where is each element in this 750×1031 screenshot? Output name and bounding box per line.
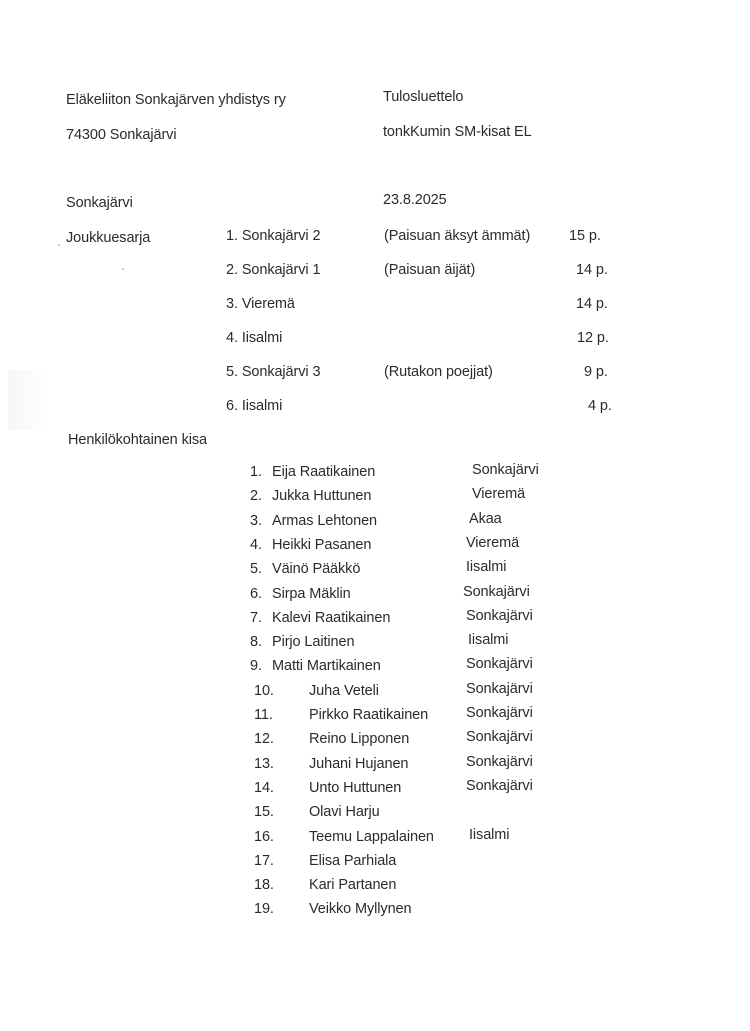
competitor-name: Teemu Lappalainen xyxy=(309,829,434,845)
competitor-name: Kari Partanen xyxy=(309,877,397,893)
rank-number: 8. xyxy=(250,634,262,650)
competitor-name: Unto Huttunen xyxy=(309,780,402,796)
competitor-club: Akaa xyxy=(469,511,502,527)
competitor-club: Vieremä xyxy=(466,535,520,551)
competitor-name: Matti Martikainen xyxy=(272,658,381,674)
team-nickname: (Paisuan äijät) xyxy=(384,262,476,278)
competitor-club: Iisalmi xyxy=(468,632,509,648)
rank-number: 7. xyxy=(250,610,262,626)
rank-number: 13. xyxy=(254,756,274,772)
rank-number: 4. xyxy=(250,537,262,553)
event-place: Sonkajärvi xyxy=(66,195,133,211)
competitor-club: Sonkajärvi xyxy=(466,705,533,721)
rank-number: 1. xyxy=(250,464,262,480)
team-name: 1. Sonkajärvi 2 xyxy=(226,228,321,244)
competitor-name: Armas Lehtonen xyxy=(272,513,377,529)
competitor-club: Sonkajärvi xyxy=(466,656,533,672)
competitor-name: Eija Raatikainen xyxy=(272,464,376,480)
competitor-name: Pirkko Raatikainen xyxy=(309,707,429,723)
rank-number: 9. xyxy=(250,658,262,674)
rank-number: 2. xyxy=(250,488,262,504)
rank-number: 10. xyxy=(254,683,274,699)
rank-number: 5. xyxy=(250,561,262,577)
document-title: Tulosluettelo xyxy=(383,89,464,105)
competitor-name: Jukka Huttunen xyxy=(272,488,372,504)
competitor-club: Sonkajärvi xyxy=(466,754,533,770)
competitor-name: Kalevi Raatikainen xyxy=(272,610,391,626)
event-date: 23.8.2025 xyxy=(383,192,447,208)
individual-heading: Henkilökohtainen kisa xyxy=(68,432,207,448)
rank-number: 15. xyxy=(254,804,274,820)
team-name: 5. Sonkajärvi 3 xyxy=(226,364,321,380)
rank-number: 6. xyxy=(250,586,262,602)
rank-number: 3. xyxy=(250,513,262,529)
rank-number: 12. xyxy=(254,731,274,747)
competitor-club: Sonkajärvi xyxy=(466,778,533,794)
competitor-club: Sonkajärvi xyxy=(466,608,533,624)
team-name: 4. Iisalmi xyxy=(226,330,283,346)
competitor-name: Veikko Myllynen xyxy=(309,901,412,917)
team-name: 6. Iisalmi xyxy=(226,398,283,414)
competitor-name: Heikki Pasanen xyxy=(272,537,372,553)
team-name: 3. Vieremä xyxy=(226,296,295,312)
rank-number: 17. xyxy=(254,853,274,869)
competitor-club: Sonkajärvi xyxy=(472,462,539,478)
event-name: tonkKumin SM-kisat EL xyxy=(383,124,532,140)
competitor-club: Iisalmi xyxy=(466,559,507,575)
competitor-name: Elisa Parhiala xyxy=(309,853,397,869)
competitor-name: Sirpa Mäklin xyxy=(272,586,351,602)
team-points: 14 p. xyxy=(576,262,608,278)
organization-address: 74300 Sonkajärvi xyxy=(66,127,177,143)
rank-number: 11. xyxy=(254,707,273,723)
rank-number: 14. xyxy=(254,780,274,796)
competitor-name: Pirjo Laitinen xyxy=(272,634,355,650)
competitor-club: Sonkajärvi xyxy=(463,584,530,600)
scan-artifact xyxy=(8,370,48,430)
organization-name: Eläkeliiton Sonkajärven yhdistys ry xyxy=(66,92,286,108)
competitor-name: Olavi Harju xyxy=(309,804,380,820)
scan-speck xyxy=(58,244,60,246)
team-points: 4 p. xyxy=(588,398,612,414)
competitor-name: Väinö Pääkkö xyxy=(272,561,361,577)
rank-number: 18. xyxy=(254,877,274,893)
rank-number: 19. xyxy=(254,901,274,917)
competitor-club: Vieremä xyxy=(472,486,526,502)
team-series-heading: Joukkuesarja xyxy=(66,230,151,246)
team-nickname: (Paisuan äksyt ämmät) xyxy=(384,228,531,244)
team-points: 12 p. xyxy=(577,330,609,346)
scan-speck xyxy=(122,268,124,270)
team-nickname: (Rutakon poejjat) xyxy=(384,364,493,380)
competitor-club: Sonkajärvi xyxy=(466,681,533,697)
competitor-name: Reino Lipponen xyxy=(309,731,410,747)
competitor-name: Juhani Hujanen xyxy=(309,756,409,772)
team-points: 14 p. xyxy=(576,296,608,312)
competitor-club: Sonkajärvi xyxy=(466,729,533,745)
competitor-name: Juha Veteli xyxy=(309,683,379,699)
team-name: 2. Sonkajärvi 1 xyxy=(226,262,321,278)
rank-number: 16. xyxy=(254,829,274,845)
team-points: 9 p. xyxy=(584,364,608,380)
competitor-club: Iisalmi xyxy=(469,827,510,843)
team-points: 15 p. xyxy=(569,228,601,244)
